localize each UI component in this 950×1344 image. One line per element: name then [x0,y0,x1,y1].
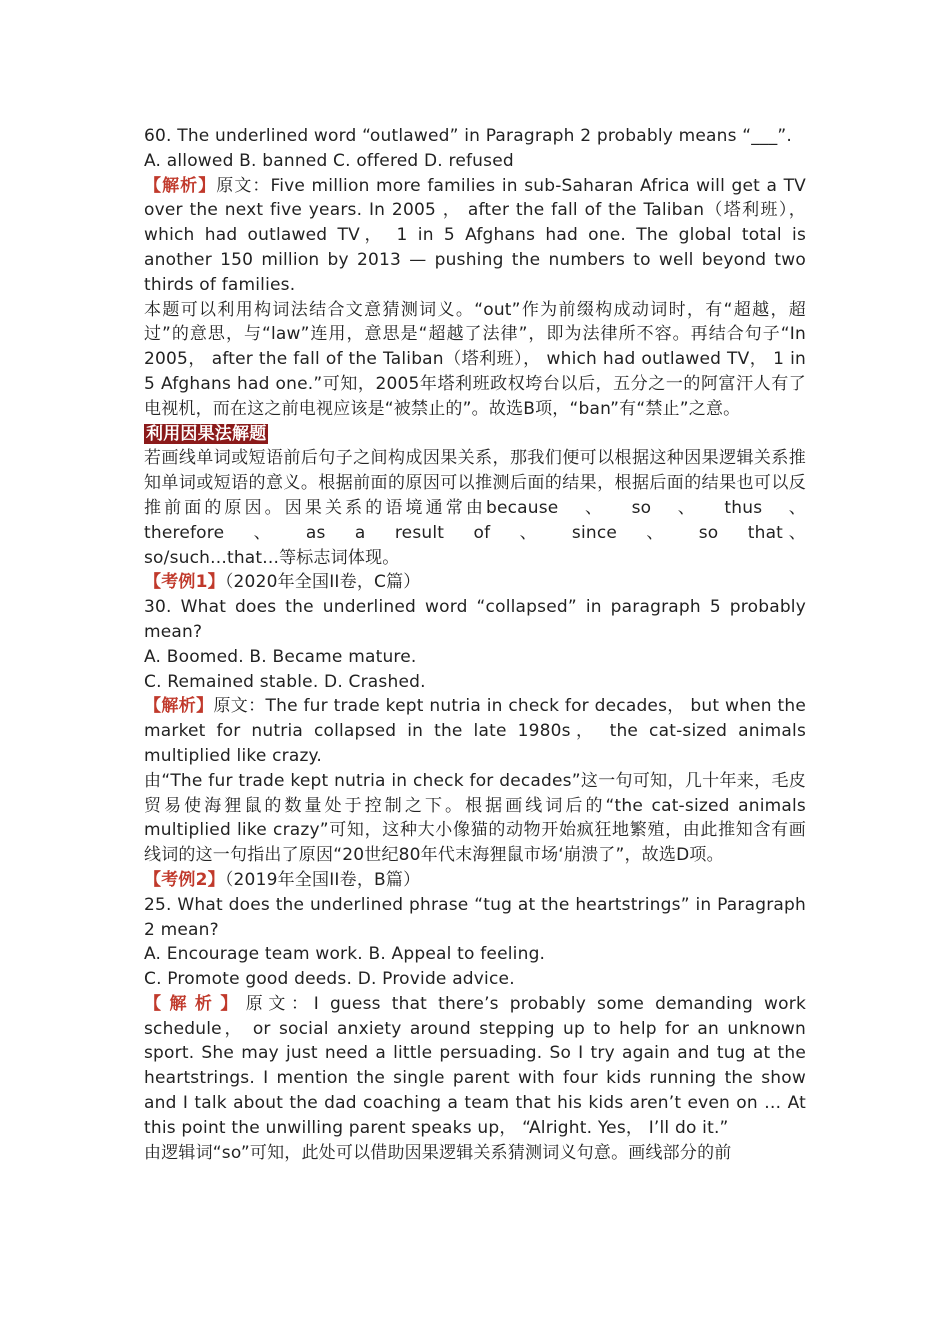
example2-stem: 25. What does the underlined phrase “tug at the heartstrings” in Paragraph 2 mean? [144,894,806,940]
example2-analysis [144,992,806,1141]
analysis-text: 原文：The fur trade kept nutria in check for decades， but when the market for nutria collapsed in the late 1980s， the cat-sized animals multiplied like crazy. [144,696,806,766]
example1-stem: 30. What does the underlined word “collapsed” in paragraph 5 probably mean? [144,597,806,642]
q60-stem: 60. The underlined word “outlawed” in Paragraph 2 probably means “___”. [144,126,793,146]
example1-header [144,570,806,595]
example2-header [144,868,806,893]
section-intro-main: 若画线单词或短语前后句子之间构成因果关系，那我们便可以根据这种因果逻辑关系推知单词或短语的意义。根据前面的原因可以推测后面的结果，根据后面的结果也可以反推前面的原因。因果关系的语境通常由 [144,448,806,518]
example2-tag: 【考例2】 [144,869,225,890]
example2-options-cd: C. Promote good deeds. D. Provide advice. [144,969,515,990]
analysis-text: 原文：I guess that there’s probably some demanding work schedule， or social anxiety around stepping up to help for an unknown sport. She may just need a little persuading. So I try again and tug at the heartstrings. I mention the single parent with four kids running the show and I talk about the dad coaching a team that his kids aren’t even on … At this point the unwilling parent speaks up， “Alright. Yes， I’ll do it.” [144,993,806,1138]
example2-explanation: 由逻辑词“so”可知，此处可以借助因果逻辑关系猜测词义句意。画线部分的前 [144,1142,732,1163]
q60-explanation: 本题可以利用构词法结合文意猜测词义。“out”作为前缀构成动词时，有“超越，超过”的意思，与“law”连用，意思是“超越了法律”，即为法律所不容。再结合句子“In 2005， after the fall of the Taliban（塔利班）， which had outlawed TV， 1 in 5 Afghans had one.”可知，2005年塔利班政权垮台以后，五分之一的阿富汗人有了电视机，而在这之前电视应该是“被禁止的”。故选B项，“ban”有“禁止”之意。 [144,299,806,419]
analysis-text: 原文：Five million more families in sub-Saharan Africa will get a TV over the next five years. In 2005 ， after the fall of the Taliban（塔利班）， which had outlawed TV， 1 in 5 Afghans had one. The global total is another 150 million by 2013 — pushing the numbers to well beyond two thirds of families. [144,175,806,295]
analysis-tag: 【解析】 [144,696,214,717]
example1-analysis [144,694,806,768]
section-intro-tail: because 、 so 、 thus 、 therefore 、 as a result of 、 since 、 so that、so/such...that...等标志词体现。 [144,497,807,568]
analysis-tag: 【解析】 [144,175,217,196]
document-page [144,124,806,1165]
q60-analysis [144,174,806,298]
example1-source: （2020年全国II卷，C篇） [224,572,421,593]
section-heading: 利用因果法解题 [146,423,267,444]
example1-options-ab: A. Boomed. B. Became mature. [144,646,417,667]
example2-source: （2019年全国II卷，B篇） [224,869,421,890]
section-intro [144,446,806,570]
analysis-tag: 【解析】 [144,993,246,1014]
example2-options-ab: A. Encourage team work. B. Appeal to feeling. [144,944,546,965]
example1-options-cd: C. Remained stable. D. Crashed. [144,671,426,692]
section-heading-wrap [144,422,806,447]
q60-options: A. allowed B. banned C. offered D. refused [144,150,514,171]
example1-tag: 【考例1】 [144,572,225,593]
example1-explanation: 由“The fur trade kept nutria in check for decades”这一句可知，几十年来，毛皮贸易使海狸鼠的数量处于控制之下。根据画线词后的“the cat-sized animals multiplied like crazy”可知，这种大小像猫的动物开始疯狂地繁殖，由此推知含有画线词的这一句指出了原因“20世纪80年代末海狸鼠市场‘崩溃了”，故选D项。 [144,770,806,866]
